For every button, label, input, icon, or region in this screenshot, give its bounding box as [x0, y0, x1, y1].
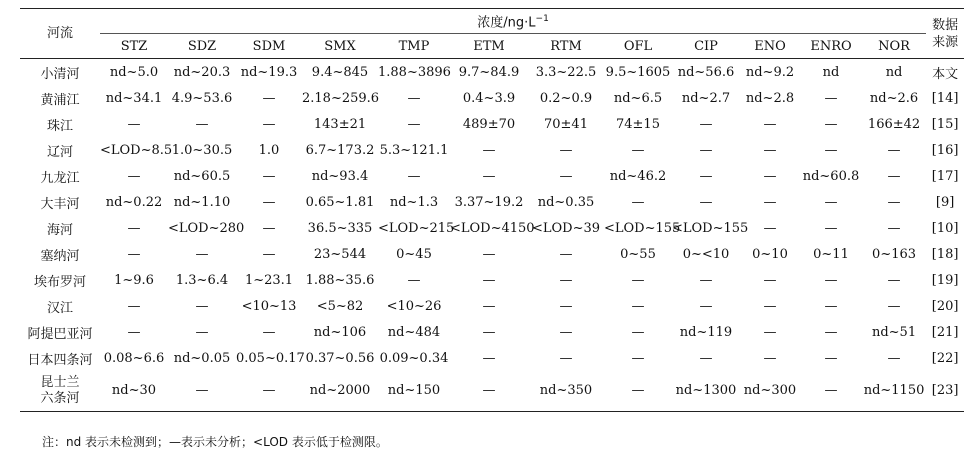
value-cell: —: [887, 272, 901, 288]
value-cell: —: [631, 142, 645, 158]
value-cell: nd~106: [313, 324, 367, 340]
value-cell: —: [824, 220, 838, 236]
value-cell: 6.7~173.2: [305, 142, 375, 158]
value-cell: nd~0.05: [173, 350, 231, 366]
value-cell: 0~11: [813, 246, 849, 262]
value-cell: —: [699, 194, 713, 210]
value-cell: —: [631, 298, 645, 314]
value-cell: —: [559, 142, 573, 158]
river-name-cell: 日本四条河: [27, 352, 93, 368]
value-cell: —: [631, 194, 645, 210]
table-row: [20, 319, 964, 345]
river-name-cell: 大丰河: [40, 196, 80, 212]
value-cell: —: [824, 194, 838, 210]
value-cell: —: [763, 168, 777, 184]
value-cell: 3.3~22.5: [528, 59, 604, 86]
value-cell: <5~82: [316, 298, 364, 314]
value-cell: 489±70: [462, 116, 516, 132]
value-cell: —: [887, 142, 901, 158]
table-body: [20, 59, 964, 412]
value-cell: —: [450, 371, 528, 412]
value-cell: —: [482, 168, 496, 184]
value-cell: —: [482, 324, 496, 340]
river-name-cell: 塞纳河: [40, 248, 80, 264]
river-name-cell: 埃布罗河: [33, 274, 86, 290]
source-header: [926, 9, 964, 59]
compound-header-cip: CIP: [672, 34, 740, 59]
value-cell: —: [195, 116, 209, 132]
value-cell: nd: [800, 59, 862, 86]
table-row: [20, 59, 964, 86]
value-cell: —: [824, 350, 838, 366]
river-header: 河流: [20, 9, 100, 59]
value-cell: —: [763, 298, 777, 314]
value-cell: nd~19.3: [236, 59, 302, 86]
value-cell: nd~0.22: [105, 194, 163, 210]
value-cell: nd~2.6: [869, 90, 919, 106]
source-cell: [9]: [935, 194, 955, 210]
compound-header-sdm: SDM: [236, 34, 302, 59]
value-cell: —: [763, 220, 777, 236]
value-cell: nd~34.1: [105, 90, 163, 106]
value-cell: nd~93.4: [311, 168, 369, 184]
header-row-1: [20, 9, 964, 34]
value-cell: 9.7~84.9: [450, 59, 528, 86]
value-cell: —: [763, 194, 777, 210]
table-row: [20, 85, 964, 111]
concentration-table: [20, 8, 964, 412]
value-cell: —: [262, 168, 276, 184]
source-cell: [21]: [931, 324, 959, 340]
value-cell: <LOD~4150: [450, 220, 535, 236]
value-cell: 9.4~845: [302, 59, 378, 86]
compound-header-rtm: RTM: [528, 34, 604, 59]
value-cell: —: [800, 371, 862, 412]
value-cell: —: [262, 116, 276, 132]
source-cell: [18]: [931, 246, 959, 262]
value-cell: —: [195, 246, 209, 262]
value-cell: —: [631, 324, 645, 340]
value-cell: —: [127, 220, 141, 236]
value-cell: —: [127, 298, 141, 314]
source-cell: [10]: [931, 220, 959, 236]
value-cell: <LOD~280: [168, 220, 245, 236]
value-cell: —: [407, 116, 421, 132]
value-cell: nd~150: [378, 371, 450, 412]
source-cell: [16]: [931, 142, 959, 158]
value-cell: —: [887, 168, 901, 184]
header-row-2: [20, 34, 964, 59]
value-cell: 0.2~0.9: [539, 90, 593, 106]
table-row: [20, 215, 964, 241]
value-cell: 0~45: [396, 246, 432, 262]
river-name-cell: 海河: [46, 222, 73, 238]
table-row: [20, 371, 964, 412]
table-row: [20, 163, 964, 189]
value-cell: 2.18~259.6: [302, 90, 380, 106]
value-cell: nd~56.6: [672, 59, 740, 86]
compound-header-ofl: OFL: [604, 34, 672, 59]
value-cell: —: [559, 298, 573, 314]
value-cell: —: [482, 272, 496, 288]
compound-header-smx: SMX: [302, 34, 378, 59]
value-cell: <LOD~39: [531, 220, 601, 236]
value-cell: nd~5.0: [100, 59, 168, 86]
value-cell: 1.0: [258, 142, 280, 158]
value-cell: nd~2.7: [681, 90, 731, 106]
value-cell: —: [631, 272, 645, 288]
value-cell: 0.05~0.17: [236, 350, 305, 366]
value-cell: 0.4~3.9: [462, 90, 516, 106]
value-cell: —: [763, 272, 777, 288]
value-cell: —: [699, 272, 713, 288]
value-cell: nd~1.3: [389, 194, 439, 210]
value-cell: —: [824, 272, 838, 288]
river-name-cell: [20, 371, 100, 412]
value-cell: —: [236, 371, 302, 412]
value-cell: —: [482, 298, 496, 314]
value-cell: <LOD~155: [672, 220, 749, 236]
value-cell: nd~1150: [862, 371, 926, 412]
table-row: [20, 189, 964, 215]
value-cell: —: [763, 116, 777, 132]
value-cell: 0~10: [752, 246, 788, 262]
value-cell: —: [559, 168, 573, 184]
value-cell: —: [824, 116, 838, 132]
value-cell: —: [195, 298, 209, 314]
value-cell: —: [824, 142, 838, 158]
value-cell: —: [407, 272, 421, 288]
concentration-unit-exponent: −1: [535, 13, 549, 24]
concentration-header: [100, 9, 926, 34]
value-cell: nd~20.3: [168, 59, 236, 86]
source-cell: [20]: [931, 298, 959, 314]
value-cell: —: [559, 272, 573, 288]
value-cell: nd~46.2: [609, 168, 667, 184]
value-cell: 1.3~6.4: [175, 272, 229, 288]
value-cell: —: [824, 324, 838, 340]
value-cell: nd~1300: [672, 371, 740, 412]
river-name-line1: 昆士兰: [40, 375, 80, 390]
river-name-cell: 小清河: [20, 59, 100, 86]
value-cell: —: [559, 246, 573, 262]
value-cell: 74±15: [616, 116, 660, 132]
compound-header-nor: NOR: [862, 34, 926, 59]
source-cell: [14]: [931, 90, 959, 106]
table-row: [20, 345, 964, 371]
compound-header-eno: ENO: [740, 34, 800, 59]
table-row: [20, 293, 964, 319]
value-cell: —: [763, 142, 777, 158]
value-cell: nd: [862, 59, 926, 86]
value-cell: <LOD~215: [378, 220, 455, 236]
source-cell: [19]: [931, 272, 959, 288]
river-name-cell: 九龙江: [40, 170, 80, 186]
value-cell: —: [127, 324, 141, 340]
table-row: [20, 111, 964, 137]
value-cell: nd~60.5: [173, 168, 231, 184]
value-cell: nd~0.35: [537, 194, 595, 210]
value-cell: —: [482, 350, 496, 366]
value-cell: —: [824, 90, 838, 106]
value-cell: <LOD~155: [604, 220, 681, 236]
compound-header-etm: ETM: [450, 34, 528, 59]
compound-header-sdz: SDZ: [168, 34, 236, 59]
value-cell: 1.0~30.5: [171, 142, 233, 158]
value-cell: 5.3~121.1: [379, 142, 449, 158]
value-cell: 0.37~0.56: [305, 350, 375, 366]
value-cell: —: [699, 116, 713, 132]
value-cell: —: [559, 350, 573, 366]
value-cell: —: [763, 324, 777, 340]
value-cell: —: [127, 246, 141, 262]
value-cell: 3.37~19.2: [454, 194, 524, 210]
source-cell: [23]: [926, 371, 964, 412]
source-cell: [15]: [931, 116, 959, 132]
value-cell: nd~119: [679, 324, 733, 340]
value-cell: —: [887, 220, 901, 236]
value-cell: 1~23.1: [244, 272, 294, 288]
value-cell: —: [887, 298, 901, 314]
value-cell: nd~9.2: [740, 59, 800, 86]
value-cell: —: [699, 168, 713, 184]
value-cell: —: [195, 324, 209, 340]
value-cell: 1~9.6: [114, 272, 154, 288]
value-cell: —: [699, 142, 713, 158]
value-cell: —: [699, 350, 713, 366]
value-cell: 4.9~53.6: [171, 90, 233, 106]
value-cell: 166±42: [867, 116, 921, 132]
table-row: [20, 137, 964, 163]
value-cell: —: [127, 116, 141, 132]
value-cell: —: [482, 246, 496, 262]
compound-header-stz: STZ: [100, 34, 168, 59]
value-cell: —: [262, 246, 276, 262]
value-cell: —: [699, 298, 713, 314]
value-cell: 0.08~6.6: [103, 350, 165, 366]
value-cell: —: [482, 142, 496, 158]
value-cell: 9.5~1605: [604, 59, 672, 86]
source-header-line1: 数据: [932, 17, 959, 33]
value-cell: —: [763, 350, 777, 366]
value-cell: —: [262, 324, 276, 340]
value-cell: 70±41: [544, 116, 588, 132]
river-name-line2: 六条河: [40, 391, 80, 406]
value-cell: nd~2.8: [745, 90, 795, 106]
value-cell: —: [262, 220, 276, 236]
value-cell: —: [407, 168, 421, 184]
value-cell: <10~13: [241, 298, 297, 314]
river-name-cell: 黄浦江: [40, 92, 80, 108]
source-header-line2: 来源: [932, 34, 959, 50]
table-note: 注：nd 表示未检测到；—表示未分析；<LOD 表示低于检测限。: [42, 435, 388, 449]
table-row: [20, 267, 964, 293]
value-cell: nd~484: [387, 324, 441, 340]
value-cell: 23~544: [313, 246, 367, 262]
value-cell: 0~163: [872, 246, 917, 262]
river-name-cell: 阿提巴亚河: [27, 326, 93, 342]
value-cell: 0~55: [620, 246, 656, 262]
value-cell: —: [824, 298, 838, 314]
source-cell: [22]: [931, 350, 959, 366]
value-cell: 0.09~0.34: [379, 350, 449, 366]
value-cell: nd~30: [100, 371, 168, 412]
value-cell: nd~300: [740, 371, 800, 412]
concentration-label: 浓度/ng·L: [477, 15, 536, 31]
value-cell: —: [127, 168, 141, 184]
value-cell: nd~350: [528, 371, 604, 412]
compound-header-tmp: TMP: [378, 34, 450, 59]
value-cell: 143±21: [313, 116, 367, 132]
river-name-cell: 珠江: [46, 118, 73, 134]
source-cell: [17]: [931, 168, 959, 184]
value-cell: 1.88~3896: [378, 59, 450, 86]
value-cell: —: [407, 90, 421, 106]
value-cell: nd~2000: [302, 371, 378, 412]
value-cell: nd~51: [871, 324, 917, 340]
value-cell: —: [559, 324, 573, 340]
value-cell: <10~26: [386, 298, 442, 314]
value-cell: 1.88~35.6: [305, 272, 375, 288]
table-row: [20, 241, 964, 267]
value-cell: <LOD~8.5: [100, 142, 173, 158]
value-cell: —: [887, 350, 901, 366]
value-cell: 0~<10: [682, 246, 730, 262]
source-cell: 本文: [926, 59, 964, 86]
value-cell: 0.65~1.81: [305, 194, 375, 210]
river-name-cell: 辽河: [46, 144, 73, 160]
value-cell: —: [262, 90, 276, 106]
value-cell: —: [168, 371, 236, 412]
value-cell: nd~1.10: [173, 194, 231, 210]
value-cell: nd~60.8: [802, 168, 860, 184]
value-cell: —: [887, 194, 901, 210]
value-cell: —: [631, 350, 645, 366]
river-name-cell: 汉江: [46, 300, 73, 316]
compound-header-enro: ENRO: [800, 34, 862, 59]
value-cell: nd~6.5: [613, 90, 663, 106]
value-cell: —: [262, 194, 276, 210]
value-cell: —: [604, 371, 672, 412]
value-cell: 36.5~335: [307, 220, 373, 236]
